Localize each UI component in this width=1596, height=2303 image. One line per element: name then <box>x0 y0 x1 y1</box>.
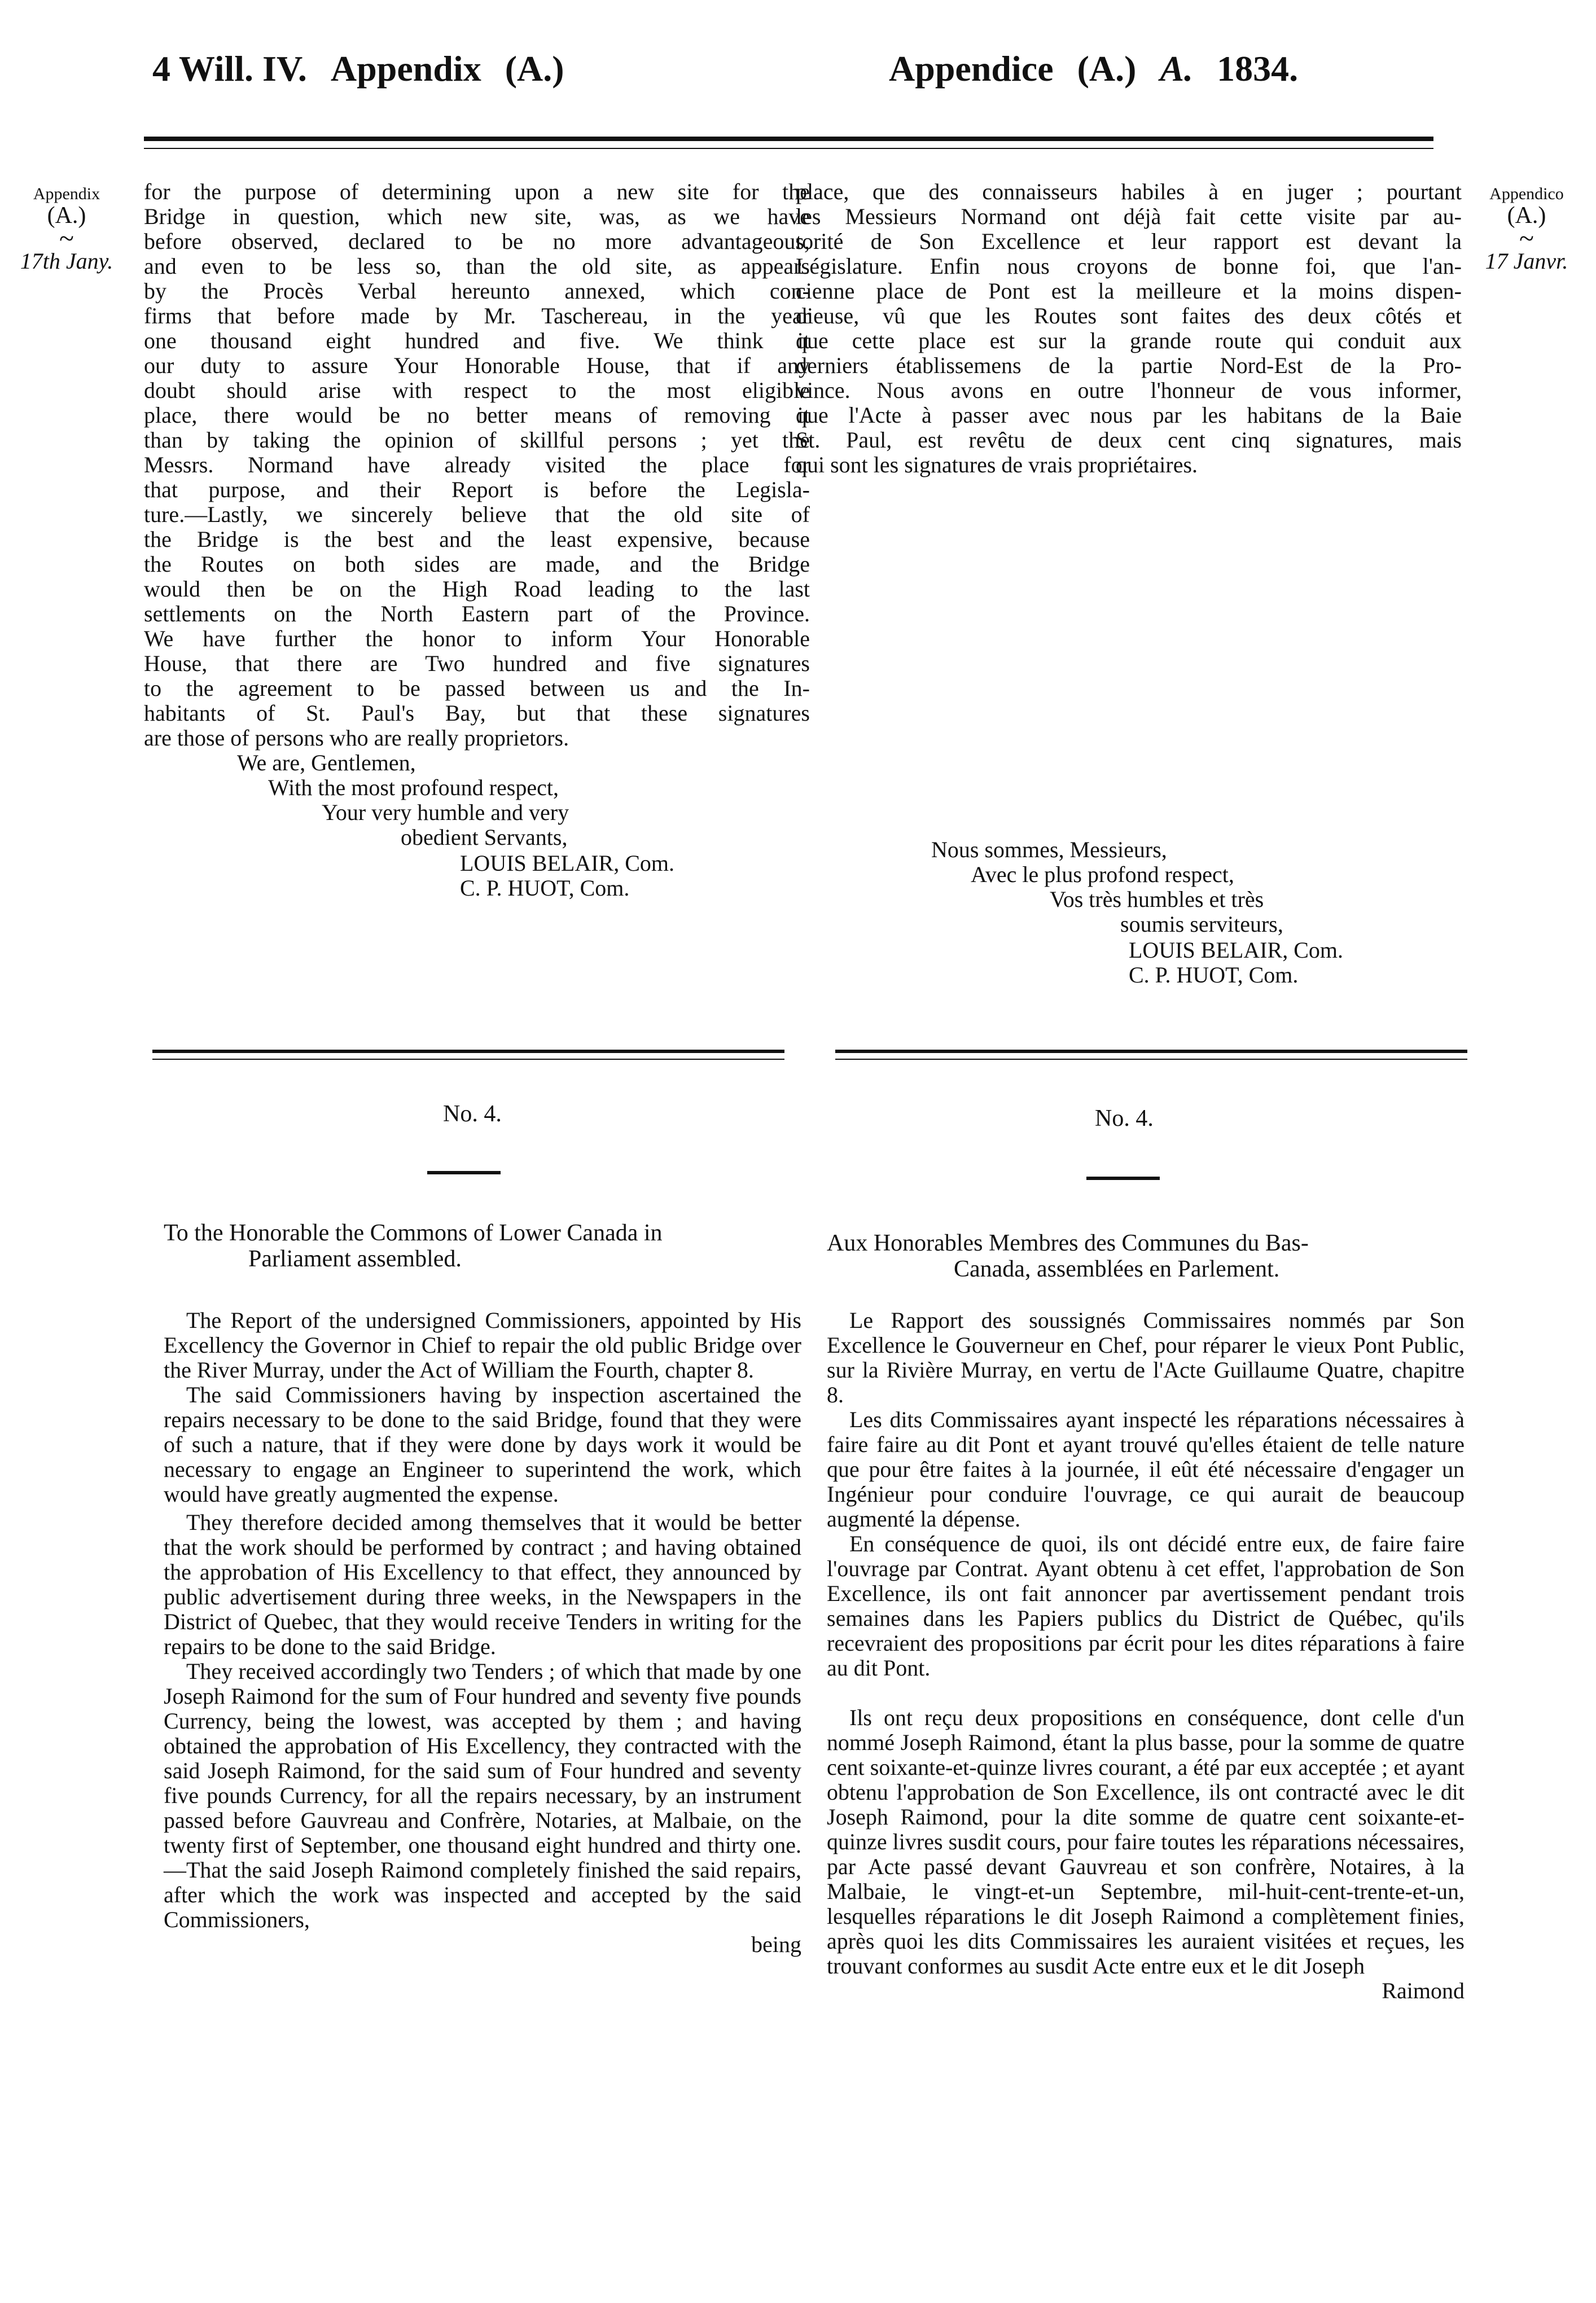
text-line: Législature. Enfin nous croyons de bonne foi, que l'an- <box>796 253 1462 279</box>
margin-note-left <box>10 185 123 273</box>
margin-word: Appendico <box>1489 185 1564 203</box>
text-line: les Messieurs Normand ont déjà fait cette visite par au- <box>796 204 1462 229</box>
text-line: one thousand eight hundred and five. We think it <box>144 328 810 353</box>
anno-mark: A. <box>1160 49 1194 89</box>
catchword: being <box>751 1932 801 1957</box>
text-line: by the Procès Verbal hereunto annexed, which con- <box>144 278 810 304</box>
text-line: derniers établissemens de la partie Nord-Est de la Pro- <box>796 353 1462 378</box>
text-line: place, que des connaisseurs habiles à en juger ; pourtant <box>796 179 1462 204</box>
short-rule-en <box>427 1171 501 1174</box>
address-line: Aux Honorables Membres des Communes du Bas- <box>827 1230 1309 1256</box>
margin-letter: (A.) <box>47 202 86 229</box>
address-fr <box>827 1230 1465 1282</box>
text-line: the Routes on both sides are made, and the Bridge <box>144 551 810 577</box>
year: 1834. <box>1217 49 1299 89</box>
french-column-top <box>796 179 1462 477</box>
margin-date: 17 Janvr. <box>1485 248 1568 274</box>
catchword: Raimond <box>1382 1978 1465 2003</box>
short-rule-fr <box>1086 1177 1160 1180</box>
english-column-bottom <box>164 1308 801 1957</box>
address-en <box>164 1220 801 1272</box>
text-line: doubt should arise with respect to the most eligible <box>144 378 810 403</box>
section-rule-left <box>152 1050 784 1053</box>
section-rule-right <box>835 1050 1467 1053</box>
section-rule-left-thin <box>152 1059 784 1060</box>
appendix-word: Appendix <box>330 49 481 89</box>
text-line: firms that before made by Mr. Taschereau, in the year <box>144 303 810 328</box>
text-line: for the purpose of determining upon a new site for the <box>144 179 810 204</box>
text-line: que cette place est sur la grande route qui conduit aux <box>796 328 1462 353</box>
closing-line: Vos très humbles et très <box>1050 887 1264 912</box>
tilde-ornament-icon: ~ <box>59 223 74 253</box>
header-rule <box>144 137 1433 141</box>
appendice-word: Appendice <box>889 49 1054 89</box>
text-line: We have further the honor to inform Your Honorable <box>144 626 810 651</box>
closing-line: Avec le plus profond respect, <box>971 862 1234 887</box>
section-rule-right-thin <box>835 1059 1467 1060</box>
paragraph: Le Rapport des soussignés Commissaires nommés par Son Excellence le Gouverneur en Chef, pour réparer le vieux Pont Public, sur la Rivière Murray, en vertu de l'Acte Guillaume Quatre, chapitre 8. <box>827 1308 1465 1407</box>
text-line: qui sont les signatures de vrais propriétaires. <box>796 452 1198 477</box>
text-line: settlements on the North Eastern part of the Province. <box>144 601 810 626</box>
signature: LOUIS BELAIR, Com. <box>1129 937 1343 963</box>
text-line: House, that there are Two hundred and five signatures <box>144 651 810 676</box>
section-number-fr: No. 4. <box>1095 1106 1154 1131</box>
signature: LOUIS BELAIR, Com. <box>460 850 674 876</box>
address-line: Parliament assembled. <box>248 1246 462 1272</box>
regnal-year: 4 Will. IV. <box>152 49 307 89</box>
margin-note-right <box>1467 185 1586 273</box>
paragraph: The Report of the undersigned Commissioners, appointed by His Excellency the Governor in Chief to repair the old public Bridge over the River Murray, under the Act of William the Fourth, chapter 8. <box>164 1308 801 1383</box>
text-line: and even to be less so, than the old site, as appears <box>144 253 810 279</box>
header-rule-thin <box>144 148 1433 149</box>
paragraph: The said Commissioners having by inspection ascertained the repairs necessary to be done to the said Bridge, found that they were of such a nature, that if they were done by days work it would be necessary to engage an Engineer to superintend the work, which would have greatly augmented the expense. <box>164 1382 801 1507</box>
text-line: would then be on the High Road leading to the last <box>144 576 810 602</box>
running-header-left <box>152 48 588 90</box>
text-line: que l'Acte à passer avec nous par les habitans de la Baie <box>796 402 1462 428</box>
text-line: torité de Son Excellence et leur rapport est devant la <box>796 229 1462 254</box>
signature: C. P. HUOT, Com. <box>460 875 630 901</box>
closing-line: Nous sommes, Messieurs, <box>931 837 1167 862</box>
closing-line: With the most profound respect, <box>268 775 559 800</box>
closing-line: obedient Servants, <box>401 824 568 850</box>
text-line: vince. Nous avons en outre l'honneur de vous informer, <box>796 378 1462 403</box>
margin-word: Appendix <box>33 185 100 203</box>
text-line: St. Paul, est revêtu de deux cent cinq signatures, mais <box>796 427 1462 453</box>
signature: C. P. HUOT, Com. <box>1129 962 1299 988</box>
text-line: place, there would be no better means of removing it <box>144 402 810 428</box>
closing-line: Your very humble and very <box>322 800 569 825</box>
english-column-top <box>144 179 810 751</box>
text-line: before observed, declared to be no more advantageous, <box>144 229 810 254</box>
margin-date: 17th Jany. <box>20 248 113 274</box>
text-line: habitants of St. Paul's Bay, but that these signatures <box>144 700 810 726</box>
text-line: that purpose, and their Report is before the Legisla- <box>144 477 810 502</box>
appendice-letter: (A.) <box>1077 49 1137 89</box>
paragraph: They therefore decided among themselves that it would be better that the work should be performed by contract ; and having obtained the approbation of His Excellency to that effect, they announced by public advertisement during three weeks, in the Newspapers in the District of Quebec, that they would receive Tenders in writing for the repairs to be done to the said Bridge. <box>164 1510 801 1659</box>
address-line: To the Honorable the Commons of Lower Canada in <box>164 1220 663 1246</box>
paragraph: Ils ont reçu deux propositions en conséquence, dont celle d'un nommé Joseph Raimond, étant la plus basse, pour la somme de quatre cent soixante-et-quinze livres courant, a été par eux acceptée ; et ayant obtenu l'approbation de Son Excellence, ils ont contracté avec le dit Joseph Raimond, pour la dite somme de quatre cent soixante-et-quinze livres susdit cours, pour faire toutes les réparations nécessaires, par Acte passé devant Gauvreau et son confrère, Notaires, à la Malbaie, le vingt-et-un Septembre, mil-huit-cent-trente-et-un, lesquelles réparations le dit Joseph Raimond a complètement finies, après quoi les dits Commissaires les auraient visitées et reçues, les trouvant conformes au susdit Acte entre eux et le dit Joseph <box>827 1705 1465 1979</box>
text-line: to the agreement to be passed between us and the In- <box>144 675 810 701</box>
running-header-right <box>889 48 1322 90</box>
closing-line: We are, Gentlemen, <box>237 750 416 775</box>
paragraph: Les dits Commissaires ayant inspecté les réparations nécessaires à faire faire au dit Pont et ayant trouvé qu'elles étaient de telle nature que pour être faites à la journée, il eût été nécessaire d'engager un Ingénieur pour conduire l'ouvrage, ce qui aurait de beaucoup augmenté la dépense. <box>827 1407 1465 1532</box>
margin-letter: (A.) <box>1507 202 1546 229</box>
section-number-en: No. 4. <box>443 1101 502 1127</box>
text-line: Messrs. Normand have already visited the place for <box>144 452 810 477</box>
text-line: the Bridge is the best and the least expensive, because <box>144 527 810 552</box>
text-line: ture.—Lastly, we sincerely believe that the old site of <box>144 502 810 527</box>
tilde-ornament-icon: ~ <box>1519 223 1534 253</box>
text-line: than by taking the opinion of skillful persons ; yet the <box>144 427 810 453</box>
text-line: cienne place de Pont est la meilleure et la moins dispen- <box>796 278 1462 304</box>
paragraph: En conséquence de quoi, ils ont décidé entre eux, de faire faire l'ouvrage par Contrat. Ayant obtenu à cet effet, l'approbation de Son Excellence, ils ont fait annoncer par avertissement pendant trois semaines dans les Papiers publics du District de Québec, qu'ils recevraient des propositions par écrit pour les dites réparations à faire au dit Pont. <box>827 1531 1465 1681</box>
paragraph: They received accordingly two Tenders ; of which that made by one Joseph Raimond for the sum of Four hundred and seventy five pounds Currency, being the lowest, was accepted by them ; and having obtained the approbation of His Excellency, they contracted with the said Joseph Raimond, for the said sum of Four hundred and seventy five pounds Currency, for all the repairs necessary, by an instrument passed before Gauvreau and Confrère, Notaries, at Malbaie, on the twenty first of September, one thousand eight hundred and thirty one.—That the said Joseph Raimond completely finished the said repairs, after which the work was inspected and accepted by the said Commissioners, <box>164 1659 801 1932</box>
text-line: Bridge in question, which new site, was, as we have <box>144 204 810 229</box>
text-line: our duty to assure Your Honorable House, that if any <box>144 353 810 378</box>
closing-line: soumis serviteurs, <box>1120 911 1283 937</box>
appendix-letter: (A.) <box>505 49 564 89</box>
french-column-bottom <box>827 1308 1465 2003</box>
text-line: are those of persons who are really proprietors. <box>144 725 569 751</box>
address-line: Canada, assemblées en Parlement. <box>954 1256 1280 1282</box>
text-line: dieuse, vû que les Routes sont faites des deux côtés et <box>796 303 1462 328</box>
